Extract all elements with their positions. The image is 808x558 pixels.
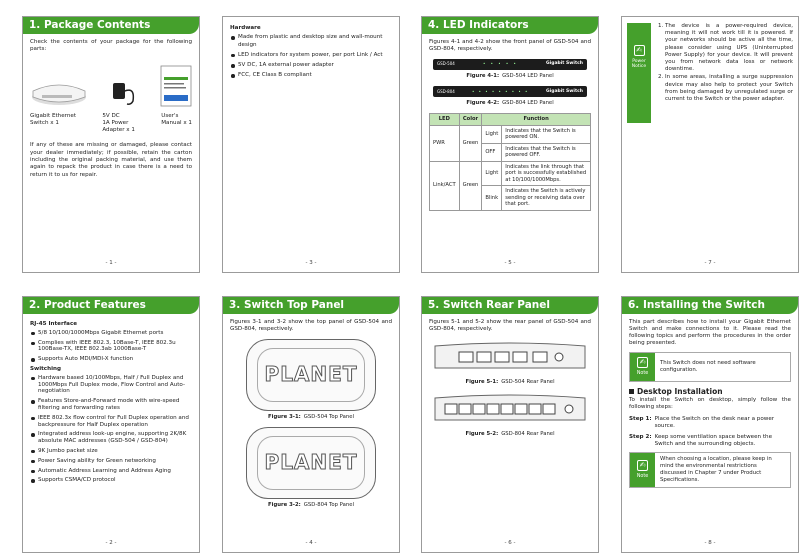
led-panel-804: GSD-804 • • • • • • • • • Gigabit Switch <box>433 86 587 97</box>
list-item: 9K Jumbo packet size <box>30 448 192 455</box>
list-item: Supports Auto MDI/MDI-X function <box>30 356 192 363</box>
page-7 <box>621 16 799 273</box>
rj45-list <box>30 330 192 363</box>
page-title: 4. LED Indicators <box>422 17 598 34</box>
manual-image <box>160 65 192 107</box>
power-adapter-image <box>109 77 139 107</box>
page-8 <box>621 296 799 553</box>
page-4 <box>222 296 400 553</box>
list-item: 5V DC, 1A external power adapter <box>230 62 392 69</box>
table-row: Blink Indicates the Switch is actively sending or receiving data over that port. <box>430 186 591 211</box>
table-row: PWR Green Light Indicates that the Switch is powered ON. <box>430 125 591 143</box>
table-row: OFF Indicates that the Switch is powered OFF. <box>430 143 591 161</box>
note-icon: ✍ Note <box>630 453 655 487</box>
page-title: 6. Installing the Switch <box>622 297 798 314</box>
intro-text: Check the contents of your package for the following parts: <box>30 39 192 53</box>
figure-caption: Figure 3-2: GSD-804 Top Panel <box>268 501 354 508</box>
page-3 <box>222 16 400 273</box>
page-6 <box>421 296 599 553</box>
page-number: - 4 - <box>305 540 317 546</box>
page-number: - 5 - <box>504 260 516 266</box>
list-item: Supports CSMA/CD protocol <box>30 477 192 484</box>
list-item: LED indicators for system power, per port Link / Act <box>230 52 392 59</box>
page-2 <box>22 296 200 553</box>
switch-image <box>30 77 88 107</box>
rj45-heading: RJ-45 Interface <box>30 321 78 327</box>
switching-heading: Switching <box>30 365 61 372</box>
note-icon: ✍ Note <box>630 353 655 381</box>
intro-text: Figures 4-1 and 4-2 show the front panel of GSD-504 and GSD-804, respectively. <box>429 39 591 53</box>
list-item: Integrated address look-up engine, supporting 2K/8K absolute MAC addresses (GSD-504 / GSD-804) <box>30 431 192 445</box>
figure-caption: Figure 4-2: GSD-804 LED Panel <box>466 99 554 106</box>
item-manual: User's Manual x 1 <box>161 112 192 126</box>
intro-text: Figures 5-1 and 5-2 show the rear panel of GSD-504 and GSD-804, respectively. <box>429 319 591 333</box>
page-number: - 3 - <box>305 260 317 266</box>
package-items <box>30 113 192 135</box>
package-images <box>30 59 192 107</box>
item-switch: Gigabit Ethernet Switch x 1 <box>30 112 77 126</box>
page-number: - 6 - <box>504 540 516 546</box>
led-panel-504: GSD-504 • • • • • Gigabit Switch <box>433 59 587 70</box>
page-title: 5. Switch Rear Panel <box>422 297 598 314</box>
section-heading: Desktop Installation <box>629 388 791 395</box>
list-item: FCC, CE Class B compliant <box>230 72 392 79</box>
hardware-list <box>230 34 392 79</box>
page-1 <box>22 16 200 273</box>
page-number: - 8 - <box>704 540 716 546</box>
missing-text: If any of these are missing or damaged, please contact your dealer immediately; if possible, retain the carton including the original packing material, and use them again to repack the product in case there is a need to return it to us for repair. <box>30 142 192 178</box>
intro-text: This part describes how to install your Gigabit Ethernet Switch and make connections to it. Please read the following topics and perform the procedures in the order being presented. <box>629 319 791 346</box>
list-item: Made from plastic and desktop size and wall-mount design <box>230 34 392 49</box>
page-number: - 7 - <box>704 260 716 266</box>
page-title: 2. Product Features <box>23 297 199 314</box>
list-item: 2. In some areas, installing a surge suppression device may also help to protect your Switch from being damaged by unregulated surge or current to the Switch or the power adapter. <box>665 74 793 103</box>
figure-caption: Figure 5-1: GSD-504 Rear Panel <box>465 378 555 385</box>
item-adapter: 5V DC 1A Power Adapter x 1 <box>102 112 135 134</box>
list-item: 5/8 10/100/1000Mbps Gigabit Ethernet ports <box>30 330 192 337</box>
figure-caption: Figure 5-2: GSD-804 Rear Panel <box>465 430 555 437</box>
list-item: Complies with IEEE 802.3, 10Base-T, IEEE 802.3u 100Base-TX, IEEE 802.3ab 1000Base-T <box>30 340 192 354</box>
intro-text: Figures 3-1 and 3-2 show the top panel of GSD-504 and GSD-804, respectively. <box>230 319 392 333</box>
page-number: - 2 - <box>105 540 117 546</box>
list-item: Hardware based 10/100Mbps, Half / Full Duplex and 1000Mbps Full Duplex mode, Flow Control and Auto-negotiation <box>30 375 192 395</box>
rear-panel-804 <box>429 392 591 428</box>
hardware-heading: Hardware <box>230 25 261 31</box>
step-2: Step 2: Keep some ventilation space between the Switch and the surrounding objects. <box>629 434 773 447</box>
led-table: LED Color Function PWR Green Light Indicates that the Switch is powered ON. OFF Indicates that the Switch is powered OFF. Link/ACT Green Light Indicates the link through that port is successfully established at 10/100/1000Mbps. Blink Indicates the Switch is actively sending or receiving data over that port. <box>429 113 591 211</box>
figure-caption: Figure 4-1: GSD-504 LED Panel <box>466 72 554 79</box>
note-box: ✍ Note When choosing a location, please keep in mind the environmental restrictions discussed in Chapter 7 under Product Specifications. <box>629 452 791 488</box>
top-panel-504: PLANET <box>246 339 376 411</box>
note-box: ✍ Note This Switch does not need software configuration. <box>629 352 791 382</box>
switching-list <box>30 375 192 484</box>
page-title: 3. Switch Top Panel <box>223 297 399 314</box>
page-title: 1. Package Contents <box>23 17 199 34</box>
page-number: - 1 - <box>105 260 117 266</box>
rear-panel-504 <box>429 340 591 376</box>
step-1: Step 1: Place the Switch on the desk near a power source. <box>629 416 775 429</box>
figure-caption: Figure 3-1: GSD-504 Top Panel <box>268 413 354 420</box>
list-item: 1. The device is a power-required device, meaning it will not work till it is powered. If your networks should be active all the time, please consider using UPS (Uninterrupted Power Supply) for your device. It will prevent you from network data loss or network downtime. <box>665 23 793 73</box>
section-intro: To install the Switch on desktop, simply follow the following steps: <box>629 397 791 410</box>
page-5 <box>421 16 599 273</box>
power-notice <box>622 17 798 123</box>
table-row: Link/ACT Green Light Indicates the link through that port is successfully established at 10/100/1000Mbps. <box>430 161 591 186</box>
top-panel-804: PLANET <box>246 427 376 499</box>
list-item: Automatic Address Learning and Address Aging <box>30 468 192 475</box>
power-notice-icon: ✍ Power Notice <box>627 23 651 123</box>
list-item: Features Store-and-Forward mode with wire-speed filtering and forwarding rates <box>30 398 192 412</box>
list-item: Power Saving ability for Green networking <box>30 458 192 465</box>
list-item: IEEE 802.3x flow control for Full Duplex operation and backpressure for Half Duplex operation <box>30 415 192 429</box>
notice-list <box>651 23 793 123</box>
